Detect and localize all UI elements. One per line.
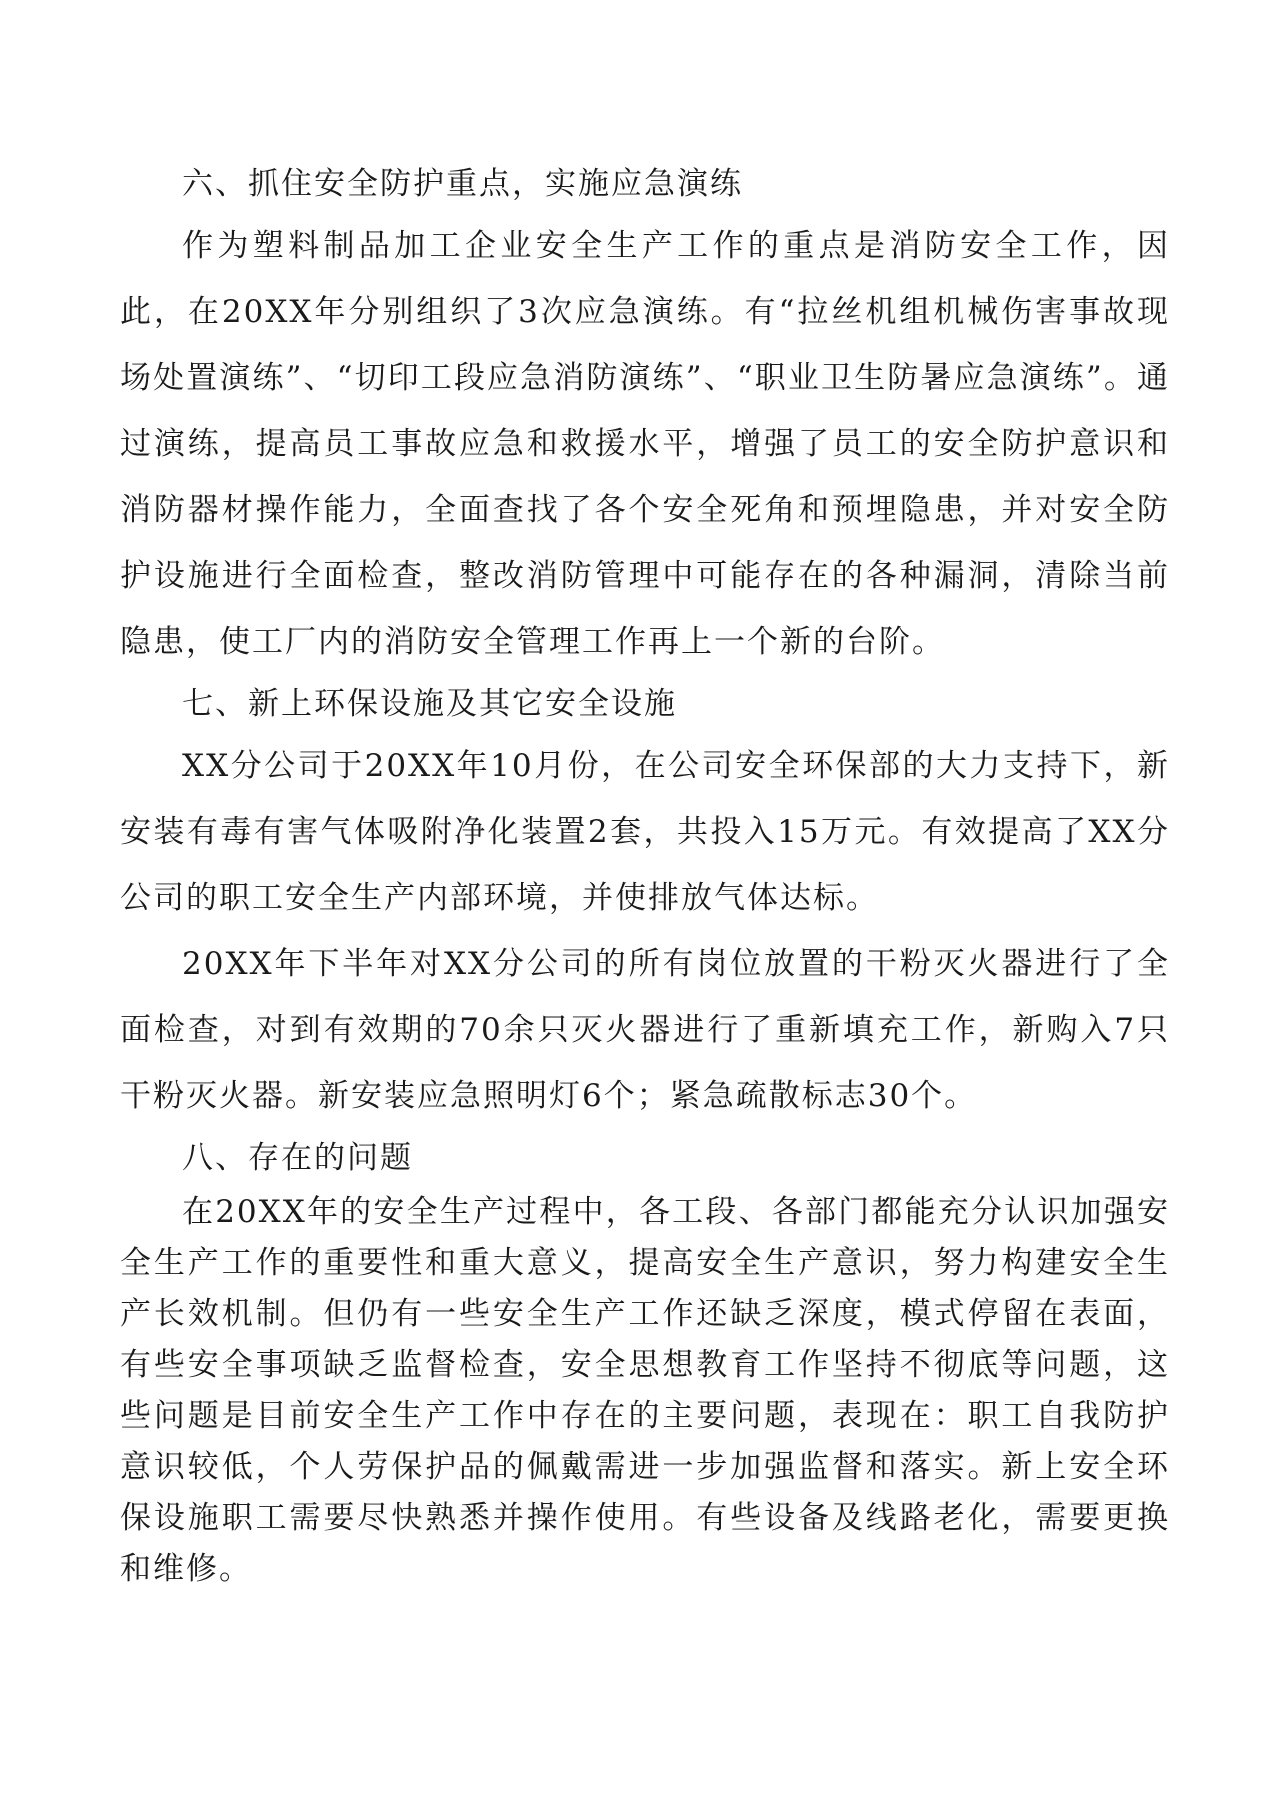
section-heading-7: 七、新上环保设施及其它安全设施 xyxy=(182,686,677,722)
paragraph-existing-problems: 在20XX年的安全生产过程中，各工段、各部门都能充分认识加强安全生产工作的重要性和重大意义，提高安全生产意识，努力构建安全生产长效机制。但仍有一些安全生产工作还缺乏深度，模式停留在表面，有些安全事项缺乏监督检查，安全思想教育工作坚持不彻底等问题，这些问题是目前安全生产工作中存在的主要问题，表现在：职工自我防护意识较低，个人劳保护品的佩戴需进一步加强监督和落实。新上安全环保设施职工需要尽快熟悉并操作使用。有些设备及线路老化，需要更换和维修。 xyxy=(120,1194,1170,1587)
document-body xyxy=(120,155,1170,1595)
section-heading-6: 六、抓住安全防护重点，实施应急演练 xyxy=(182,166,743,202)
paragraph-emergency-drills: 作为塑料制品加工企业安全生产工作的重点是消防安全工作，因此，在20XX年分别组织了3次应急演练。有“拉丝机组机械伤害事故现场处置演练”、“切印工段应急消防演练”、“职业卫生防暑应急演练”。通过演练，提高员工事故应急和救援水平，增强了员工的安全防护意识和消防器材操作能力，全面查找了各个安全死角和预埋隐患，并对安全防护设施进行全面检查，整改消防管理中可能存在的各种漏洞，清除当前隐患，使工厂内的消防安全管理工作再上一个新的台阶。 xyxy=(120,228,1170,660)
section-heading-8: 八、存在的问题 xyxy=(182,1140,413,1176)
paragraph-fire-extinguishers: 20XX年下半年对XX分公司的所有岗位放置的干粉灭火器进行了全面检查，对到有效期的70余只灭火器进行了重新填充工作，新购入7只干粉灭火器。新安装应急照明灯6个；紧急疏散标志30个。 xyxy=(120,946,1170,1114)
paragraph-environmental-facilities: XX分公司于20XX年10月份，在公司安全环保部的大力支持下，新安装有毒有害气体吸附净化装置2套，共投入15万元。有效提高了XX分公司的职工安全生产内部环境，并使排放气体达标。 xyxy=(120,748,1170,916)
